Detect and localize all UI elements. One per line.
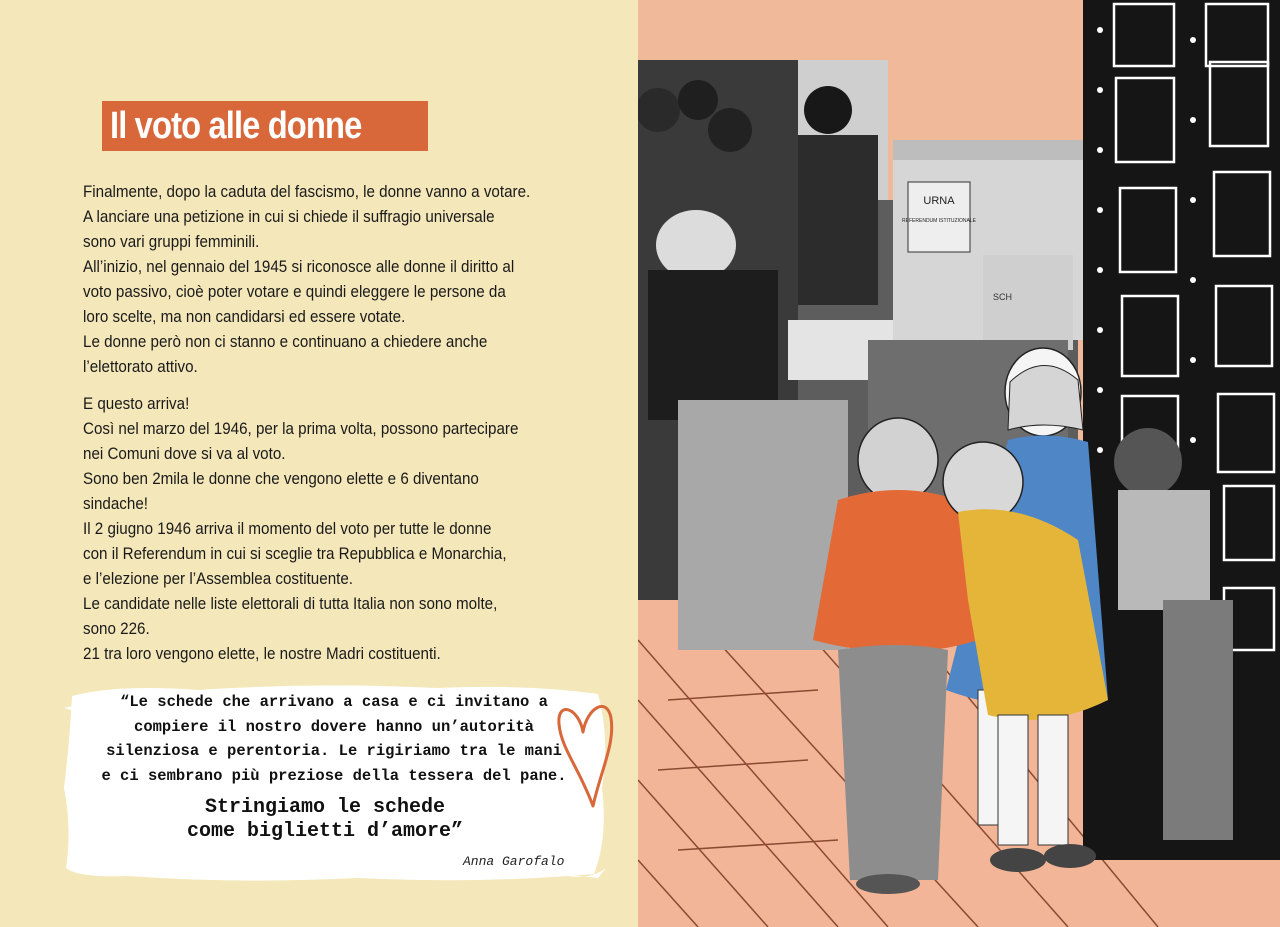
quote-line: “Le schede che arrivano a casa e ci invitano a bbox=[120, 693, 548, 711]
page-title: Il voto alle donne bbox=[110, 105, 362, 147]
paragraph-gap bbox=[83, 380, 561, 392]
quote-author: Anna Garofalo bbox=[463, 854, 565, 869]
text-line: Il 2 giugno 1946 arriva il momento del voto per tutte le donne bbox=[83, 520, 492, 538]
urn-sublabel: REFERENDUM ISTITUZIONALE bbox=[902, 218, 976, 224]
voting-scene-illustration bbox=[638, 0, 1280, 927]
body-text bbox=[83, 180, 561, 667]
text-line: 21 tra loro vengono elette, le nostre Madri costituenti. bbox=[83, 645, 441, 663]
quote-line: compiere il nostro dovere hanno un’autorità bbox=[134, 717, 534, 736]
text-line: con il Referendum in cui si sceglie tra Repubblica e Monarchia, bbox=[83, 545, 507, 563]
quote-highlight-line: come biglietti d’amore” bbox=[186, 820, 464, 843]
text-line: Così nel marzo del 1946, per la prima volta, possono partecipare bbox=[83, 420, 519, 438]
quote-highlight-line: Stringiamo le schede bbox=[204, 796, 446, 819]
right-page-illustration bbox=[638, 0, 1280, 927]
quote-line: e ci sembrano più preziose della tessera del pane. bbox=[101, 766, 567, 785]
text-line: Finalmente, dopo la caduta del fascismo, le donne vanno a votare. bbox=[83, 183, 531, 201]
text-line: A lanciare una petizione in cui si chiede il suffragio universale bbox=[83, 208, 495, 226]
left-page bbox=[0, 0, 638, 927]
text-line: sono vari gruppi femminili. bbox=[83, 233, 260, 251]
heart-icon bbox=[553, 690, 617, 818]
quote-text bbox=[60, 690, 608, 788]
text-line: l’elettorato attivo. bbox=[83, 358, 198, 376]
quote-highlight bbox=[60, 796, 590, 844]
text-line: sono 226. bbox=[83, 620, 150, 638]
text-line: voto passivo, cioè poter votare e quindi eleggere le persone da bbox=[83, 283, 506, 301]
text-line: sindache! bbox=[83, 495, 148, 513]
box-label: SCH bbox=[993, 292, 1013, 302]
text-line: E questo arriva! bbox=[83, 395, 190, 413]
text-line: Le candidate nelle liste elettorali di tutta Italia non sono molte, bbox=[83, 595, 498, 613]
text-line: e l’elezione per l’Assemblea costituente. bbox=[83, 570, 354, 588]
text-line: Sono ben 2mila le donne che vengono elette e 6 diventano bbox=[83, 470, 479, 488]
quote-line: silenziosa e perentoria. Le rigiriamo tra le mani bbox=[106, 742, 562, 760]
text-line: loro scelte, ma non candidarsi ed essere votate. bbox=[83, 308, 406, 326]
text-line: All’inizio, nel gennaio del 1945 si riconosce alle donne il diritto al bbox=[83, 258, 515, 276]
text-line: nei Comuni dove si va al voto. bbox=[83, 445, 286, 463]
urn-label: URNA bbox=[923, 195, 955, 207]
text-line: Le donne però non ci stanno e continuano a chiedere anche bbox=[83, 333, 488, 351]
